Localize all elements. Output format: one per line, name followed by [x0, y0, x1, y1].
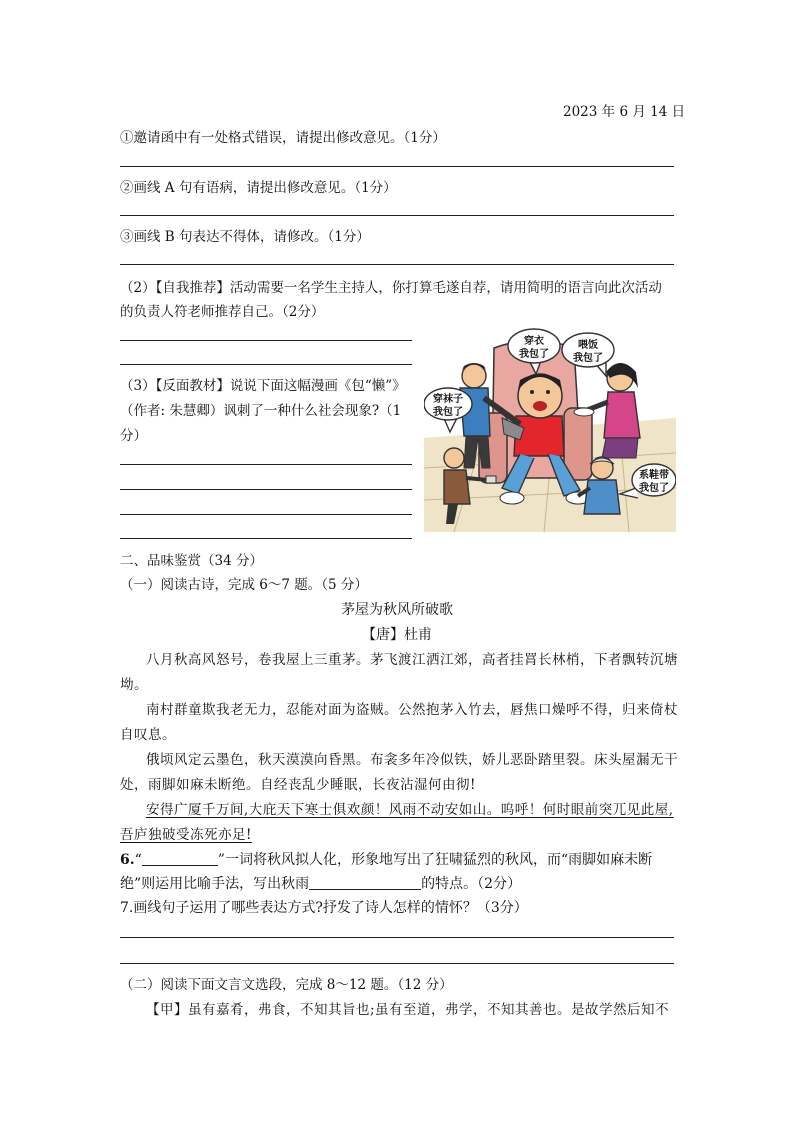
bubble-shoes-line1: 系鞋带	[639, 470, 669, 481]
question-3-line2: （作者: 朱慧卿）讽刺了一种什么社会现象?（1	[120, 403, 402, 419]
answer-line[interactable]	[120, 364, 412, 365]
poem-para1-line2: 坳。	[120, 677, 148, 693]
question-6-line2	[120, 873, 521, 893]
question-3-line3: 分）	[120, 428, 147, 444]
answer-line[interactable]	[120, 514, 412, 515]
comic-illustration	[424, 328, 676, 532]
answer-line[interactable]	[120, 937, 674, 938]
poem-para3-line1: 俄顷风定云墨色，秋天漠漠向昏黑。布衾多年冷似铁，娇儿恶卧踏里裂。床头屋漏无干	[146, 752, 678, 768]
q6-open-quote: “	[134, 852, 142, 868]
question-7: 7.画线句子运用了哪些表达方式?抒发了诗人怎样的情怀？（3分）	[120, 900, 528, 916]
answer-line[interactable]	[120, 215, 674, 216]
question-6-number: 6.	[120, 852, 135, 868]
poem-author: 【唐】杜甫	[362, 627, 432, 643]
poem-para4-line2-underlined: 吾庐独破受冻死亦足!	[120, 827, 252, 843]
bubble-clothes-line1: 穿衣	[524, 336, 544, 347]
q6-text-mid: ”一词将秋风拟人化，形象地写出了狂啸猛烈的秋风，而“雨脚如麻未断	[217, 852, 653, 868]
poem-para2-line2: 自叹息。	[120, 727, 176, 743]
classical-text-jia: 【甲】虽有嘉肴，弗食，不知其旨也;虽有至道，弗学，不知其善也。是故学然后知不	[146, 1002, 670, 1018]
bubble-feed-line1: 喂饭	[578, 340, 598, 351]
answer-line[interactable]	[120, 166, 674, 167]
bubble-socks-line2: 我包了	[433, 407, 463, 418]
bubble-socks-line1: 穿袜子	[433, 394, 463, 405]
q6-text-line2a: 绝”则运用比喻手法，写出秋雨	[120, 876, 310, 892]
question-1-2: ②画线 A 句有语病，请提出修改意见。（1分）	[120, 180, 397, 196]
answer-line[interactable]	[120, 264, 674, 265]
poem-para2-line1: 南村群童欺我老无力，忍能对面为盗贼。公然抱茅入竹去，唇焦口燥呼不得，归来倚杖	[146, 702, 678, 718]
bubble-clothes-line2: 我包了	[519, 349, 549, 360]
q6-blank-2[interactable]	[309, 875, 421, 890]
answer-line[interactable]	[120, 538, 412, 539]
answer-line[interactable]	[120, 340, 412, 341]
question-2-line1: （2）【自我推荐】活动需要一名学生主持人，你打算毛遂自荐，请用简明的语言向此次活动	[120, 280, 662, 296]
poem-para4-line1-underlined: 安得广厦千万间,大庇天下寒士俱欢颜！风雨不动安如山。呜呼！何时眼前突兀见此屋,	[146, 802, 674, 818]
part-heading-2: （二）阅读下面文言文选段，完成 8～12 题。（12 分）	[120, 977, 453, 993]
date: 2023 年 6 月 14 日	[563, 104, 686, 120]
bubble-shoes-line2: 我包了	[639, 483, 669, 494]
question-2-line2: 的负责人符老师推荐自己。（2分）	[120, 304, 325, 320]
question-6-line1	[120, 849, 652, 869]
section-heading: 二、品味鉴赏（34 分）	[120, 553, 263, 569]
q6-text-line2b: 的特点。（2分）	[421, 876, 522, 892]
poem-para1-line1: 八月秋高风怒号，卷我屋上三重茅。茅飞渡江洒江郊，高者挂罥长林梢，下者飘转沉塘	[146, 652, 678, 668]
question-1-1: ①邀请函中有一处格式错误，请提出修改意见。（1分）	[120, 130, 446, 146]
question-1-3: ③画线 B 句表达不得体，请修改。（1分）	[120, 229, 370, 245]
answer-line[interactable]	[120, 963, 674, 964]
poem-para3-line2: 处，雨脚如麻未断绝。自经丧乱少睡眠，长夜沾湿何由彻!	[120, 777, 476, 793]
question-3-line1: （3）【反面教材】说说下面这幅漫画《包“懒”》	[120, 378, 406, 394]
part-heading-1: （一）阅读古诗，完成 6～7 题。（5 分）	[120, 577, 368, 593]
poem-title: 茅屋为秋风所破歌	[341, 602, 453, 618]
answer-line[interactable]	[120, 464, 412, 465]
q6-blank-1[interactable]	[142, 851, 218, 866]
bubble-feed-line2: 我包了	[573, 353, 603, 364]
answer-line[interactable]	[120, 489, 412, 490]
